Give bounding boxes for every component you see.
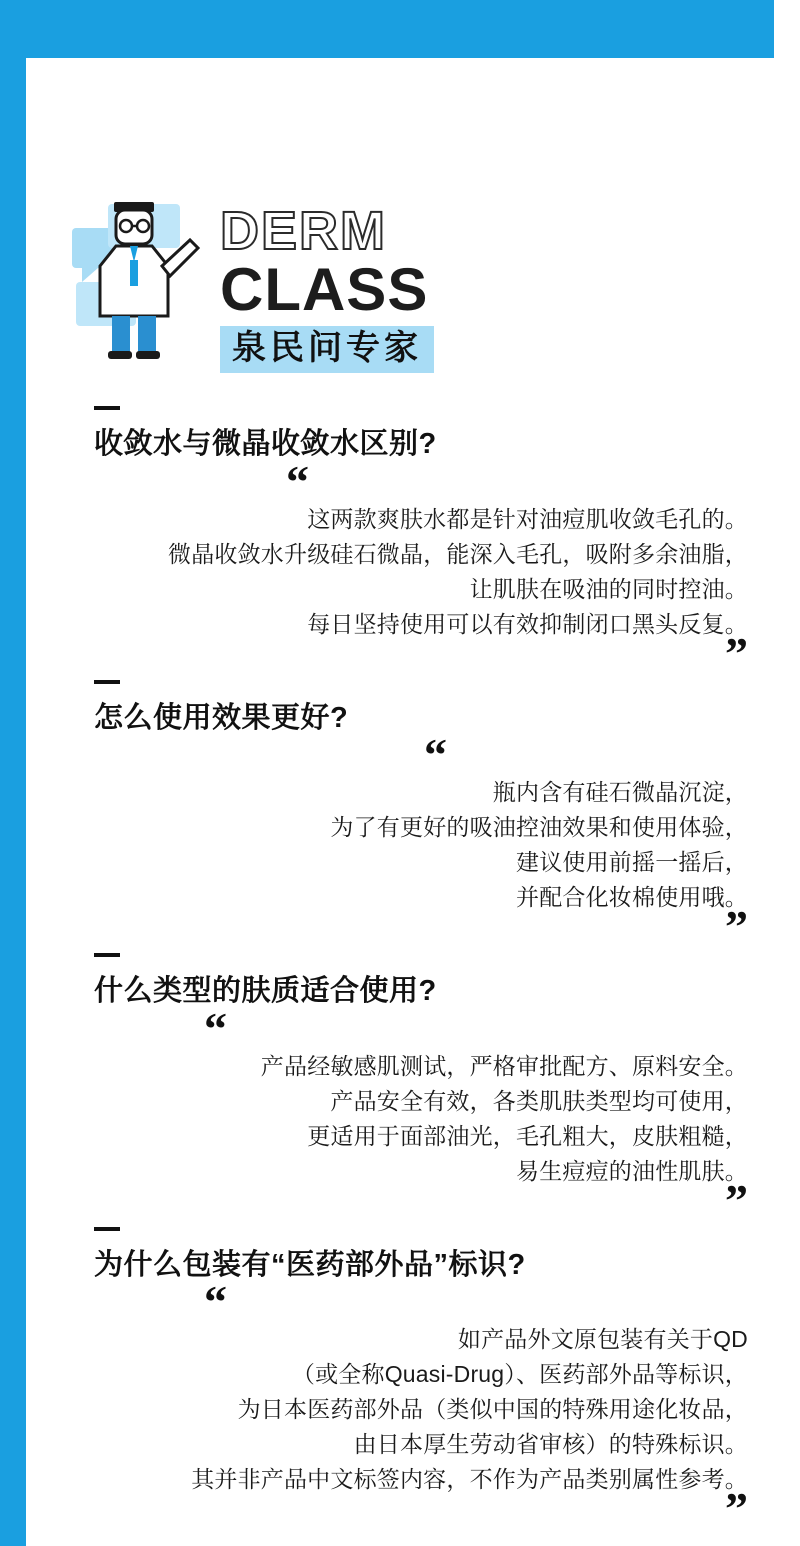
answer-line: 并配合化妆棉使用哦。 (516, 884, 748, 911)
logo-class: CLASS (220, 256, 429, 323)
logo-cn-label: 泉民问专家 (220, 326, 434, 373)
answer-line: 让肌肤在吸油的同时控油。 (469, 575, 748, 602)
quote-open-icon: “ (204, 1276, 227, 1328)
quote-open-icon: “ (204, 1002, 227, 1054)
logo-derm: DERM (220, 201, 387, 261)
quote-open-icon: “ (424, 729, 447, 781)
answer-text (94, 1049, 748, 1189)
answer-line: 为了有更好的吸油控油效果和使用体验， (330, 814, 748, 841)
qa-item (94, 1227, 748, 1534)
doctor-illustration-icon (72, 196, 222, 356)
qa-list (26, 406, 774, 1534)
answer-line: 产品经敏感肌测试，严格审批配方、原料安全。 (260, 1052, 748, 1079)
answer-line: 瓶内含有硅石微晶沉淀， (492, 779, 748, 806)
answer-line: 由日本厚生劳动省审核）的特殊标识。 (353, 1431, 748, 1458)
answer-line: 易生痘痘的油性肌肤。 (516, 1157, 748, 1184)
divider-dash (94, 1227, 120, 1231)
quote-close-icon: ” (725, 901, 748, 952)
brand-wordmark (220, 201, 470, 373)
left-accent-bar (0, 0, 26, 1546)
quote-close-icon: ” (725, 1174, 748, 1226)
answer-text (94, 1322, 748, 1497)
answer-text (94, 502, 748, 642)
answer-line: 其并非产品中文标签内容，不作为产品类别属性参考。 (191, 1466, 748, 1492)
divider-dash (94, 406, 120, 410)
quote-close-icon: ” (725, 1482, 748, 1534)
quote-open-icon: “ (286, 455, 309, 507)
question-title: 收敛水与微晶收敛水区别? (94, 428, 437, 460)
answer-line: （或全称Quasi-Drug）、医药部外品等标识， (291, 1361, 748, 1388)
question-title: 为什么包装有“医药部外品”标识? (94, 1248, 526, 1281)
answer-line: 如产品外文原包装有关于QD (457, 1326, 748, 1353)
divider-dash (94, 680, 120, 684)
answer-line: 为日本医药部外品（类似中国的特殊用途化妆品， (237, 1396, 748, 1423)
question-title: 什么类型的肤质适合使用? (94, 975, 437, 1007)
qa-item (94, 680, 748, 952)
page-content (26, 58, 774, 1535)
answer-line: 每日坚持使用可以有效抑制闭口黑头反复。 (307, 610, 748, 637)
qa-item (94, 953, 748, 1226)
answer-line: 产品安全有效，各类肌肤类型均可使用， (330, 1087, 748, 1114)
question-title: 怎么使用效果更好? (94, 701, 349, 734)
answer-line: 更适用于面部油光，毛孔粗大，皮肤粗糙， (307, 1122, 748, 1149)
answer-line: 这两款爽肤水都是针对油痘肌收敛毛孔的。 (307, 505, 748, 532)
answer-text (94, 775, 748, 915)
top-accent-bar (26, 0, 774, 58)
answer-line: 微晶收敛水升级硅石微晶，能深入毛孔，吸附多余油脂， (168, 540, 748, 567)
answer-line: 建议使用前摇一摇后， (516, 849, 748, 876)
brand-logo (72, 196, 472, 376)
divider-dash (94, 953, 120, 957)
qa-item (94, 406, 748, 679)
right-margin (774, 0, 800, 1546)
quote-close-icon: ” (725, 627, 748, 679)
